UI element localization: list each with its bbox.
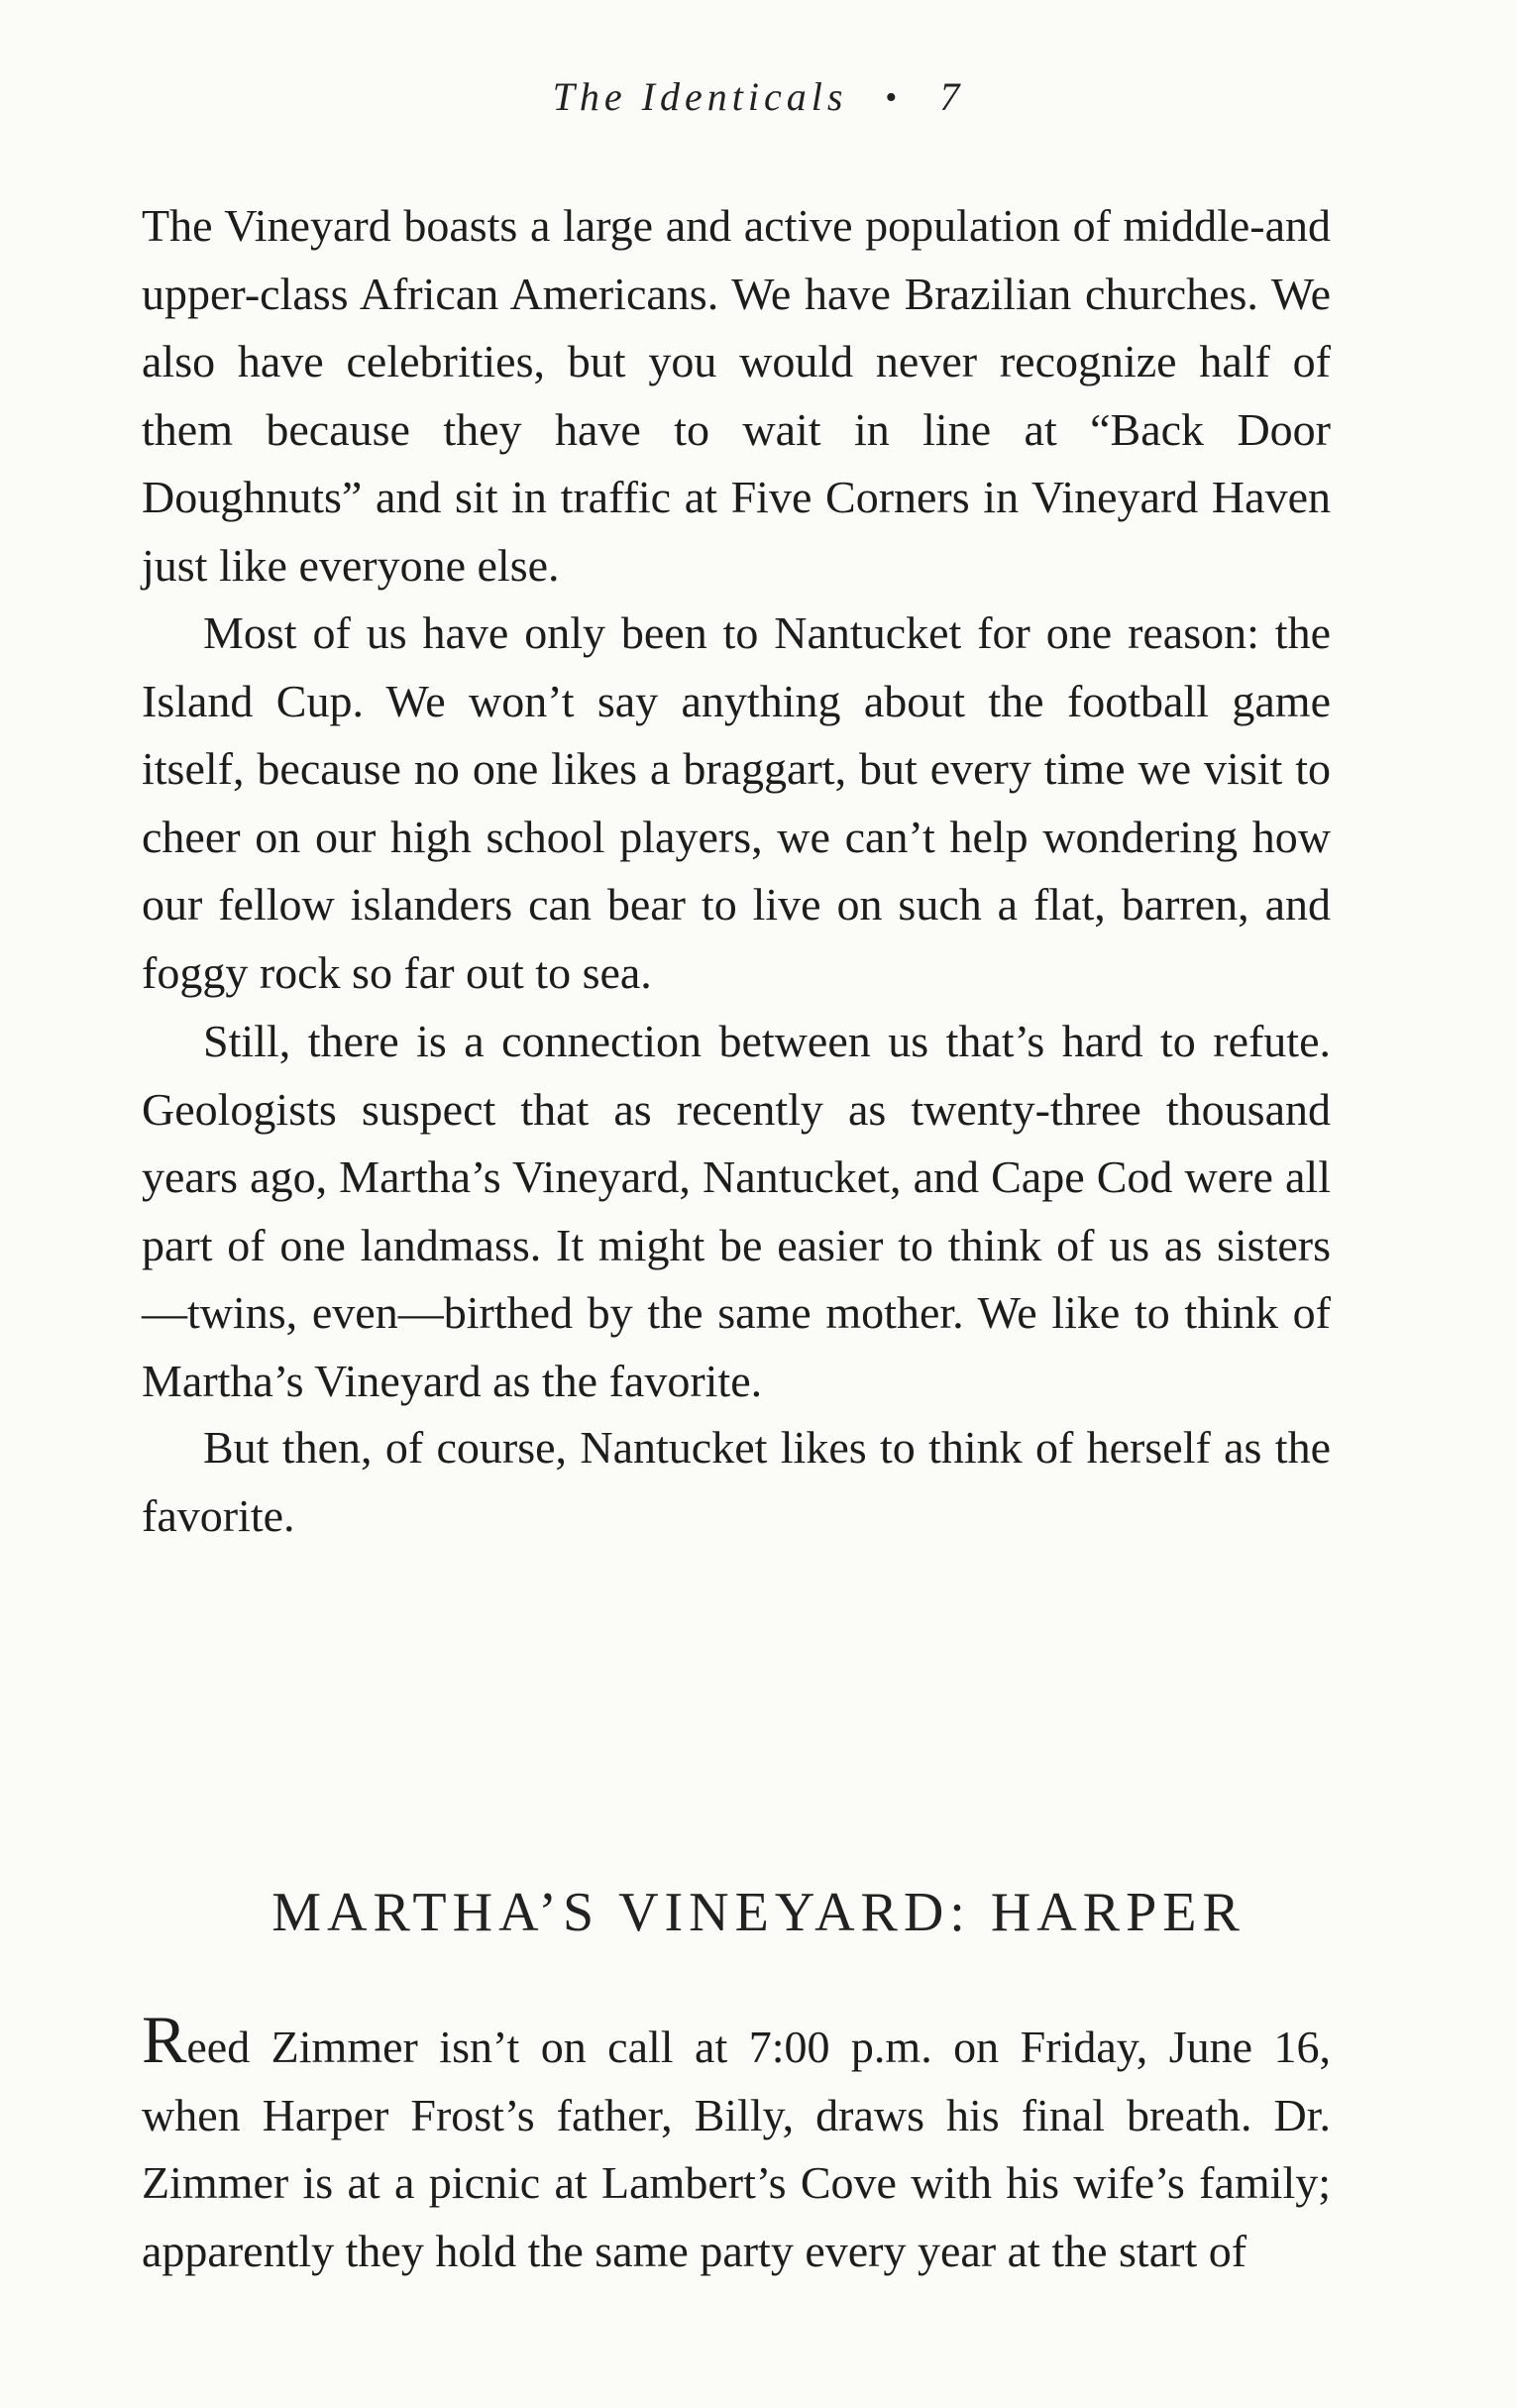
paragraph-text: Still, there is a connection between us that’s hard to refute. Geologists suspect that as recently as twenty-three thousand years ago, Martha’s Vineyard, Nantucket, and Cape Cod were all part of one landmass. It might be easier to think of us as sisters—twins, even—birthed by the same mother. We like to think of Martha’s Vineyard as the favorite.: [142, 1016, 1331, 1406]
paragraph-text: But then, of course, Nantucket likes to think of herself as the favorite.: [142, 1422, 1331, 1541]
chapter-heading: MARTHA’S VINEYARD: HARPER: [271, 1882, 1246, 1943]
chapter-opening-paragraph: [142, 2002, 1331, 2285]
drop-cap: R: [142, 2002, 187, 2077]
paragraph-text: Most of us have only been to Nantucket for one reason: the Island Cup. We won’t say anything about the football game itself, because no one likes a braggart, but every time we visit to cheer on our high school players, we can’t help wondering how our fellow islanders can bear to live on such a flat, barren, and foggy rock so far out to sea.: [142, 607, 1331, 998]
paragraph-3: [142, 1008, 1331, 1415]
paragraph-text: [142, 2002, 1331, 2285]
paragraph-4: [142, 1414, 1331, 1550]
book-title: The Identicals: [552, 74, 848, 119]
paragraph-2: [142, 600, 1331, 1007]
page-number: 7: [939, 74, 965, 119]
paragraph-text: The Vineyard boasts a large and active population of middle-and upper-class African Americans. We have Brazilian churches. We also have celebrities, but you would never recognize half of them because they have to wait in line at “Back Door Doughnuts” and sit in traffic at Five Corners in Vineyard Haven just like everyone else.: [142, 200, 1331, 591]
bullet-separator: •: [885, 79, 903, 116]
paragraph-1: [142, 192, 1331, 600]
opening-text: eed Zimmer isn’t on call at 7:00 p.m. on Friday, June 16, when Harper Frost’s father, Billy, draws his final breath. Dr. Zimmer is at a picnic at Lambert’s Cove with his wife’s family; apparently they hold the same party every year at the start of: [142, 2022, 1331, 2276]
running-head: [0, 73, 1517, 120]
